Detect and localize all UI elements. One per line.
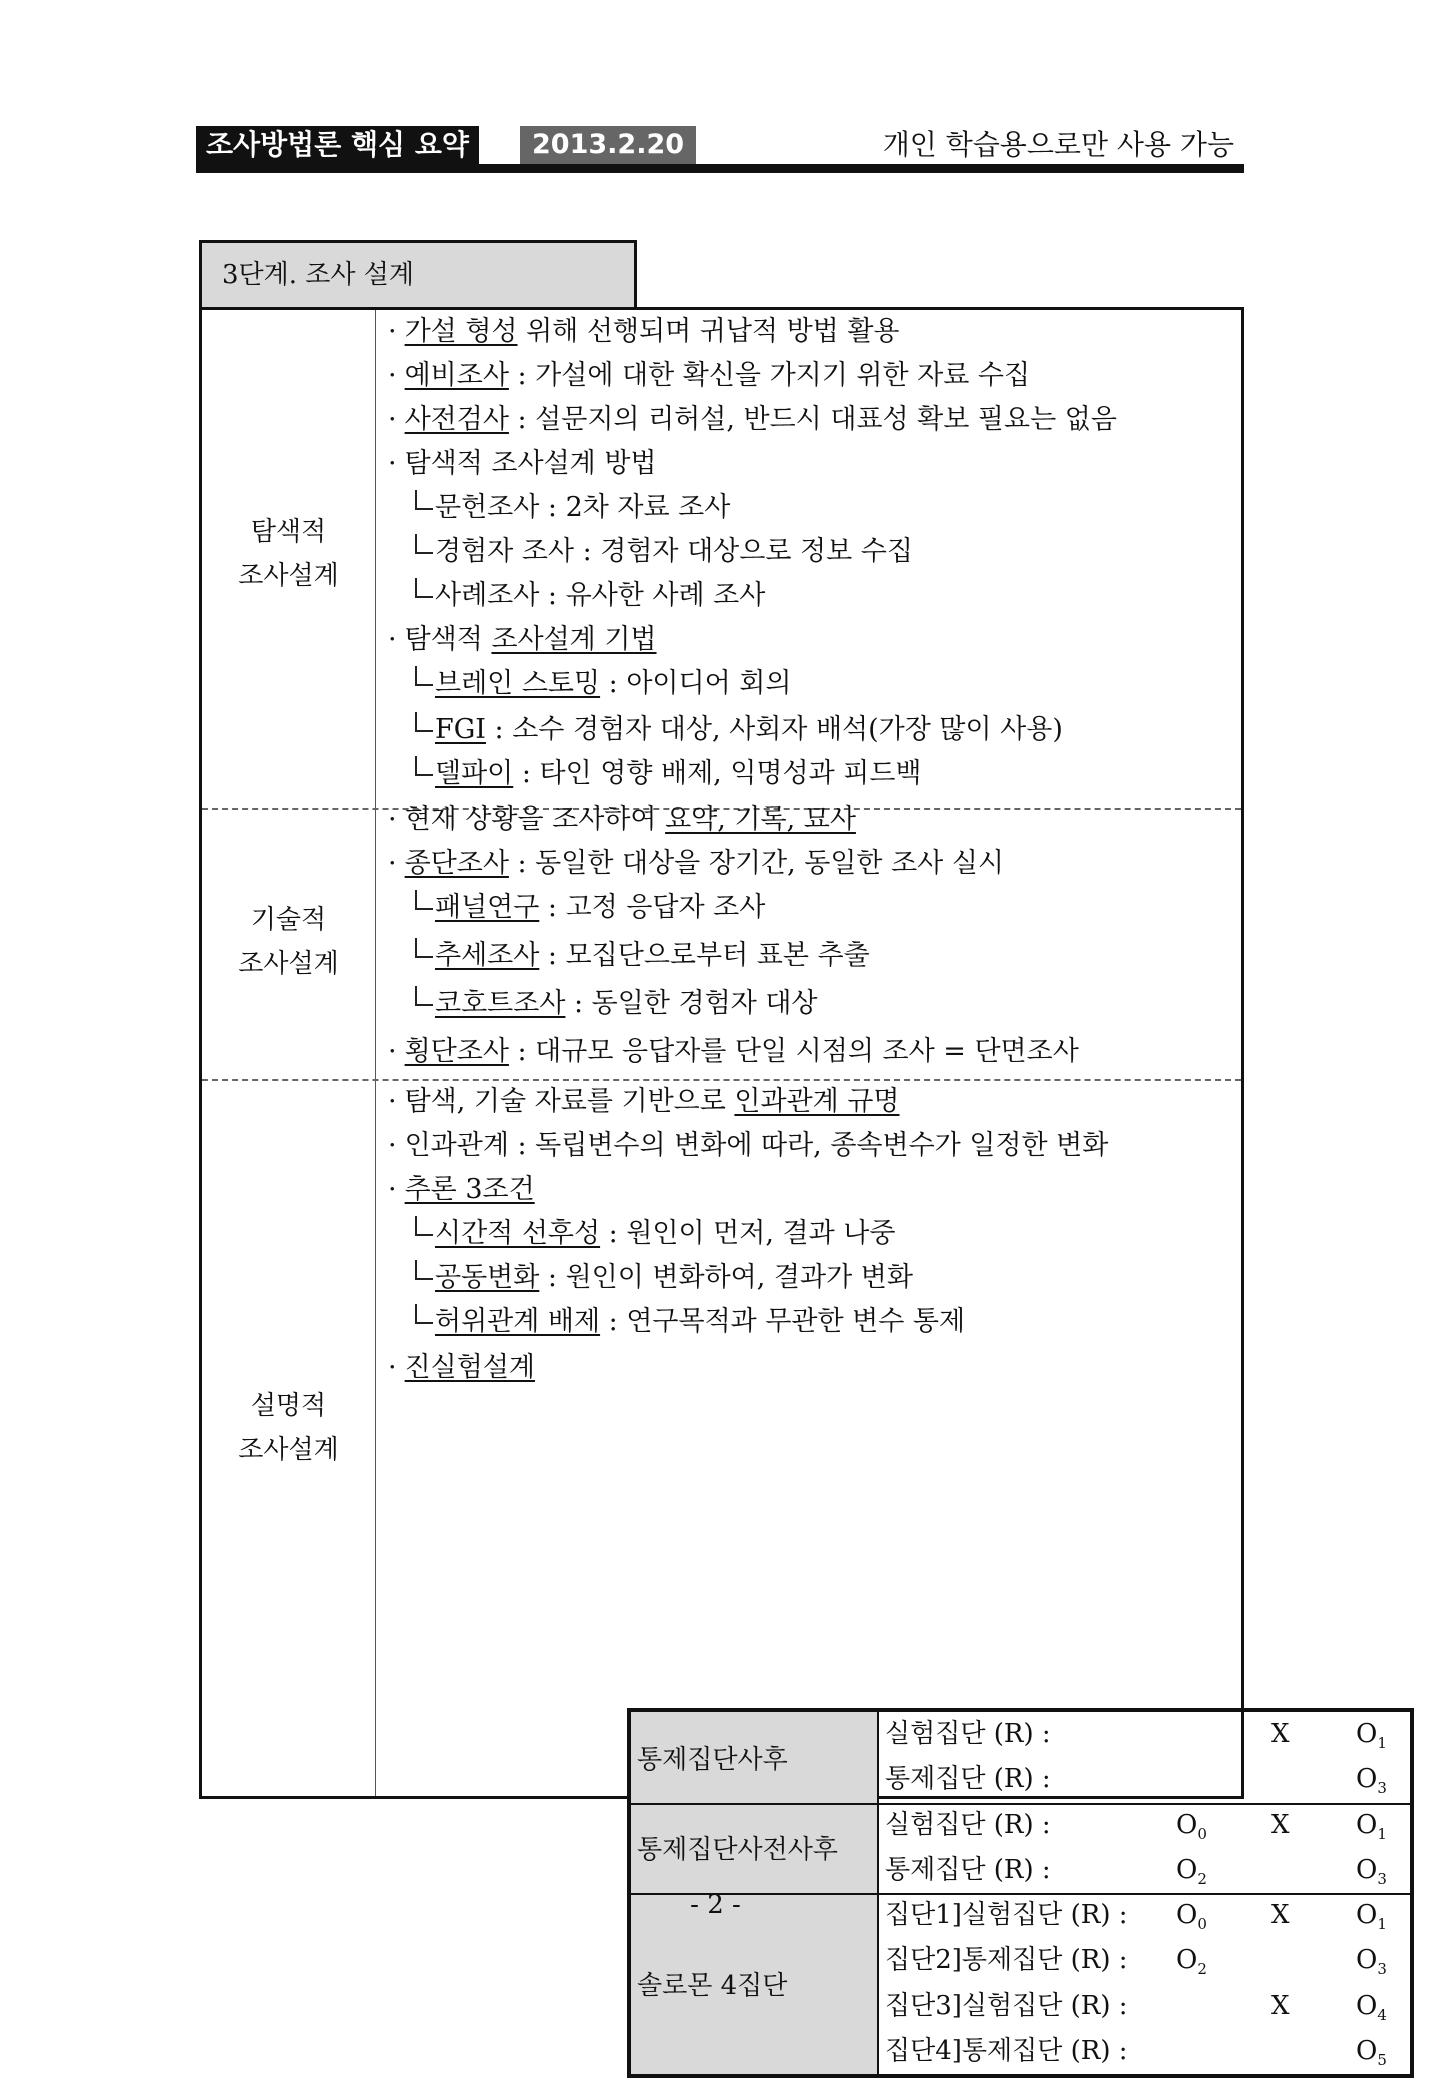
design-label: 솔로몬 4집단 [631, 1893, 879, 2074]
pretest-observation [1176, 1938, 1207, 1991]
content-line [388, 802, 856, 838]
posttest-observation-symbol: O [1356, 1719, 1378, 1749]
line-text: : 소수 경험자 대상, 사회자 배석(가장 많이 사용) [485, 714, 1063, 745]
content-line [388, 1128, 1108, 1164]
row-label-line: 탐색적 [250, 517, 327, 547]
tree-connector [415, 938, 433, 958]
treatment-mark-symbol: X [1271, 1719, 1290, 1749]
treatment-mark-symbol: X [1271, 1809, 1290, 1840]
bullet: · [388, 1352, 397, 1383]
bullet: · [388, 1036, 397, 1067]
content-line [388, 1034, 1079, 1070]
row-label-line: 설명적 [250, 1391, 327, 1421]
tree-connector [415, 534, 433, 554]
line-text: 탐색적 [404, 624, 492, 655]
content-line [388, 622, 657, 658]
pretest-observation-index: 2 [1197, 1960, 1207, 1979]
pretest-observation-symbol: O [1176, 1945, 1198, 1976]
content-line [388, 358, 1030, 394]
posttest-observation-index: 3 [1377, 1779, 1387, 1798]
line-text: 탐색적 조사설계 방법 [404, 448, 657, 479]
header-date: 2013.2.20 [514, 126, 696, 164]
content-line [415, 1304, 965, 1340]
line-text: 탐색, 기술 자료를 기반으로 [404, 1086, 735, 1117]
group-name: 통제집단 (R) : [885, 1764, 1051, 1795]
bullet: · [388, 448, 397, 479]
tree-connector [415, 1260, 433, 1280]
underlined-term: 패널연구 [435, 892, 540, 923]
content-line [388, 446, 657, 482]
posttest-observation-symbol: O [1356, 1809, 1378, 1840]
line-text: : 원인이 먼저, 결과 나중 [600, 1218, 896, 1249]
content-line [388, 1084, 900, 1120]
pretest-observation-index: 0 [1197, 1915, 1207, 1934]
group-name: 실험집단 (R) : [885, 1809, 1051, 1840]
group-name: 집단2]통제집단 (R) : [885, 1945, 1128, 1976]
posttest-observation [1356, 2029, 1387, 2082]
header-title: 조사방법론 핵심 요약 [196, 126, 479, 164]
line-text: : 고정 응답자 조사 [539, 892, 766, 923]
content-line [388, 1350, 535, 1386]
row-label-line: 조사설계 [238, 949, 339, 979]
posttest-observation-symbol: O [1356, 1945, 1378, 1976]
page-header [196, 122, 1244, 174]
underlined-term: 진실험설계 [404, 1352, 536, 1383]
pretest-observation-index: 0 [1197, 1824, 1207, 1843]
posttest-observation-index: 1 [1377, 1824, 1387, 1843]
content-line [388, 1172, 535, 1208]
row-label-explanatory [202, 1384, 375, 1472]
underlined-term: 코호트조사 [435, 988, 566, 1019]
treatment-mark-symbol: X [1271, 1900, 1290, 1930]
underlined-term: 요약, 기록, 묘사 [665, 804, 856, 835]
group-name: 집단1]실험집단 (R) : [885, 1900, 1128, 1930]
row-divider-2 [202, 1079, 1241, 1081]
row-label-descriptive [202, 898, 375, 986]
content-line [415, 1216, 895, 1252]
line-text: : 설문지의 리허설, 반드시 대표성 확보 필요는 없음 [508, 404, 1117, 435]
tree-connector [415, 986, 433, 1006]
line-text: 경험자 조사 : 경험자 대상으로 정보 수집 [435, 536, 913, 567]
bullet: · [388, 1130, 397, 1161]
pretest-observation-symbol: O [1176, 1854, 1198, 1885]
underlined-term: 인과관계 규명 [734, 1086, 900, 1117]
posttest-observation-index: 1 [1377, 1915, 1387, 1934]
line-text: 사례조사 : 유사한 사례 조사 [435, 580, 766, 611]
line-text: 위해 선행되며 귀납적 방법 활용 [517, 316, 900, 347]
row-label-line: 조사설계 [238, 1435, 339, 1465]
group-name: 집단4]통제집단 (R) : [885, 2035, 1128, 2066]
line-text: : 아이디어 회의 [600, 668, 792, 699]
underlined-term: 시간적 선후성 [435, 1218, 601, 1249]
line-text: : 동일한 경험자 대상 [565, 988, 818, 1019]
group-name: 집단3]실험집단 (R) : [885, 1990, 1128, 2021]
content-line [415, 890, 765, 926]
content-line [415, 938, 870, 974]
bullet: · [388, 624, 397, 655]
bullet: · [388, 316, 397, 347]
posttest-observation-index: 1 [1377, 1734, 1387, 1753]
bullet: · [388, 1086, 397, 1117]
line-text: : 동일한 대상을 장기간, 동일한 조사 실시 [508, 848, 1004, 879]
section-title: 3단계. 조사 설계 [199, 240, 637, 310]
underlined-term: 델파이 [435, 758, 514, 789]
line-text: : 가설에 대한 확신을 가지기 위한 자료 수집 [508, 360, 1031, 391]
tree-connector [415, 890, 433, 910]
design-table [199, 307, 1387, 2069]
bullet: · [388, 404, 397, 435]
tree-connector [415, 712, 433, 732]
row-label-exploratory [202, 510, 375, 598]
header-rule [196, 164, 1244, 173]
content-line [415, 1260, 913, 1296]
pretest-observation-symbol: O [1176, 1809, 1198, 1840]
line-text: : 원인이 변화하여, 결과가 변화 [539, 1262, 913, 1293]
row-label-line: 조사설계 [238, 561, 339, 591]
content-line [415, 756, 922, 792]
underlined-term: 추세조사 [435, 940, 540, 971]
line-text: 현재 상황을 조사하여 [404, 804, 666, 835]
posttest-observation-symbol: O [1356, 1854, 1378, 1885]
tree-connector [415, 666, 433, 686]
bullet: · [388, 804, 397, 835]
posttest-observation-symbol: O [1356, 1990, 1378, 2021]
content-line [388, 314, 900, 350]
posttest-observation-index: 3 [1377, 1869, 1387, 1888]
content-line [388, 846, 1004, 882]
header-note: 개인 학습용으로만 사용 가능 [882, 128, 1234, 161]
content-line [415, 666, 791, 702]
tree-connector [415, 490, 433, 510]
treatment-mark-symbol: X [1271, 1990, 1290, 2021]
group-name: 실험집단 (R) : [885, 1719, 1051, 1749]
posttest-observation-symbol: O [1356, 1764, 1378, 1795]
tree-connector [415, 578, 433, 598]
pretest-observation-index: 2 [1197, 1869, 1207, 1888]
content-line [415, 490, 730, 526]
posttest-observation-symbol: O [1356, 2035, 1378, 2066]
content-line [415, 534, 913, 570]
underlined-term: 공동변화 [435, 1262, 540, 1293]
tree-connector [415, 756, 433, 776]
design-label: 통제집단사전사후 [631, 1803, 879, 1894]
design-label: 통제집단사후 [631, 1712, 879, 1803]
content-line [415, 578, 765, 614]
group-name: 통제집단 (R) : [885, 1854, 1051, 1885]
line-text: : 대규모 응답자를 단일 시점의 조사 = 단면조사 [508, 1036, 1079, 1067]
treatment-mark [1271, 1984, 1290, 2028]
treatment-mark [1271, 1803, 1290, 1847]
content-line [415, 986, 818, 1022]
underlined-term: 브레인 스토밍 [435, 668, 601, 699]
bullet: · [388, 1174, 397, 1205]
posttest-observation-symbol: O [1356, 1900, 1378, 1930]
underlined-term: 허위관계 배제 [435, 1306, 601, 1337]
posttest-observation-index: 5 [1377, 2050, 1387, 2069]
underlined-term: 가설 형성 [404, 316, 518, 347]
underlined-term: FGI [435, 714, 486, 745]
column-divider [375, 310, 376, 1796]
content-line [388, 402, 1117, 438]
posttest-observation-index: 4 [1377, 2005, 1387, 2024]
line-text: : 연구목적과 무관한 변수 통제 [600, 1306, 966, 1337]
underlined-term: 예비조사 [404, 360, 509, 391]
line-text: : 타인 영향 배제, 익명성과 피드백 [513, 758, 922, 789]
treatment-mark [1271, 1712, 1290, 1756]
tree-connector [415, 1304, 433, 1324]
line-text: 문헌조사 : 2차 자료 조사 [435, 492, 731, 523]
tree-connector [415, 1216, 433, 1236]
pretest-observation-symbol: O [1176, 1900, 1198, 1930]
line-text: : 모집단으로부터 표본 추출 [539, 940, 870, 971]
underlined-term: 추론 3조건 [404, 1174, 535, 1205]
page-number: - 2 - [690, 1890, 741, 1920]
bullet: · [388, 360, 397, 391]
underlined-term: 사전검사 [404, 404, 509, 435]
underlined-term: 종단조사 [404, 848, 509, 879]
content-line [415, 712, 1063, 748]
underlined-term: 조사설계 기법 [491, 624, 657, 655]
underlined-term: 횡단조사 [404, 1036, 509, 1067]
line-text: 인과관계 : 독립변수의 변화에 따라, 종속변수가 일정한 변화 [404, 1130, 1109, 1161]
row-label-line: 기술적 [250, 905, 327, 935]
posttest-observation-index: 3 [1377, 1960, 1387, 1979]
bullet: · [388, 848, 397, 879]
